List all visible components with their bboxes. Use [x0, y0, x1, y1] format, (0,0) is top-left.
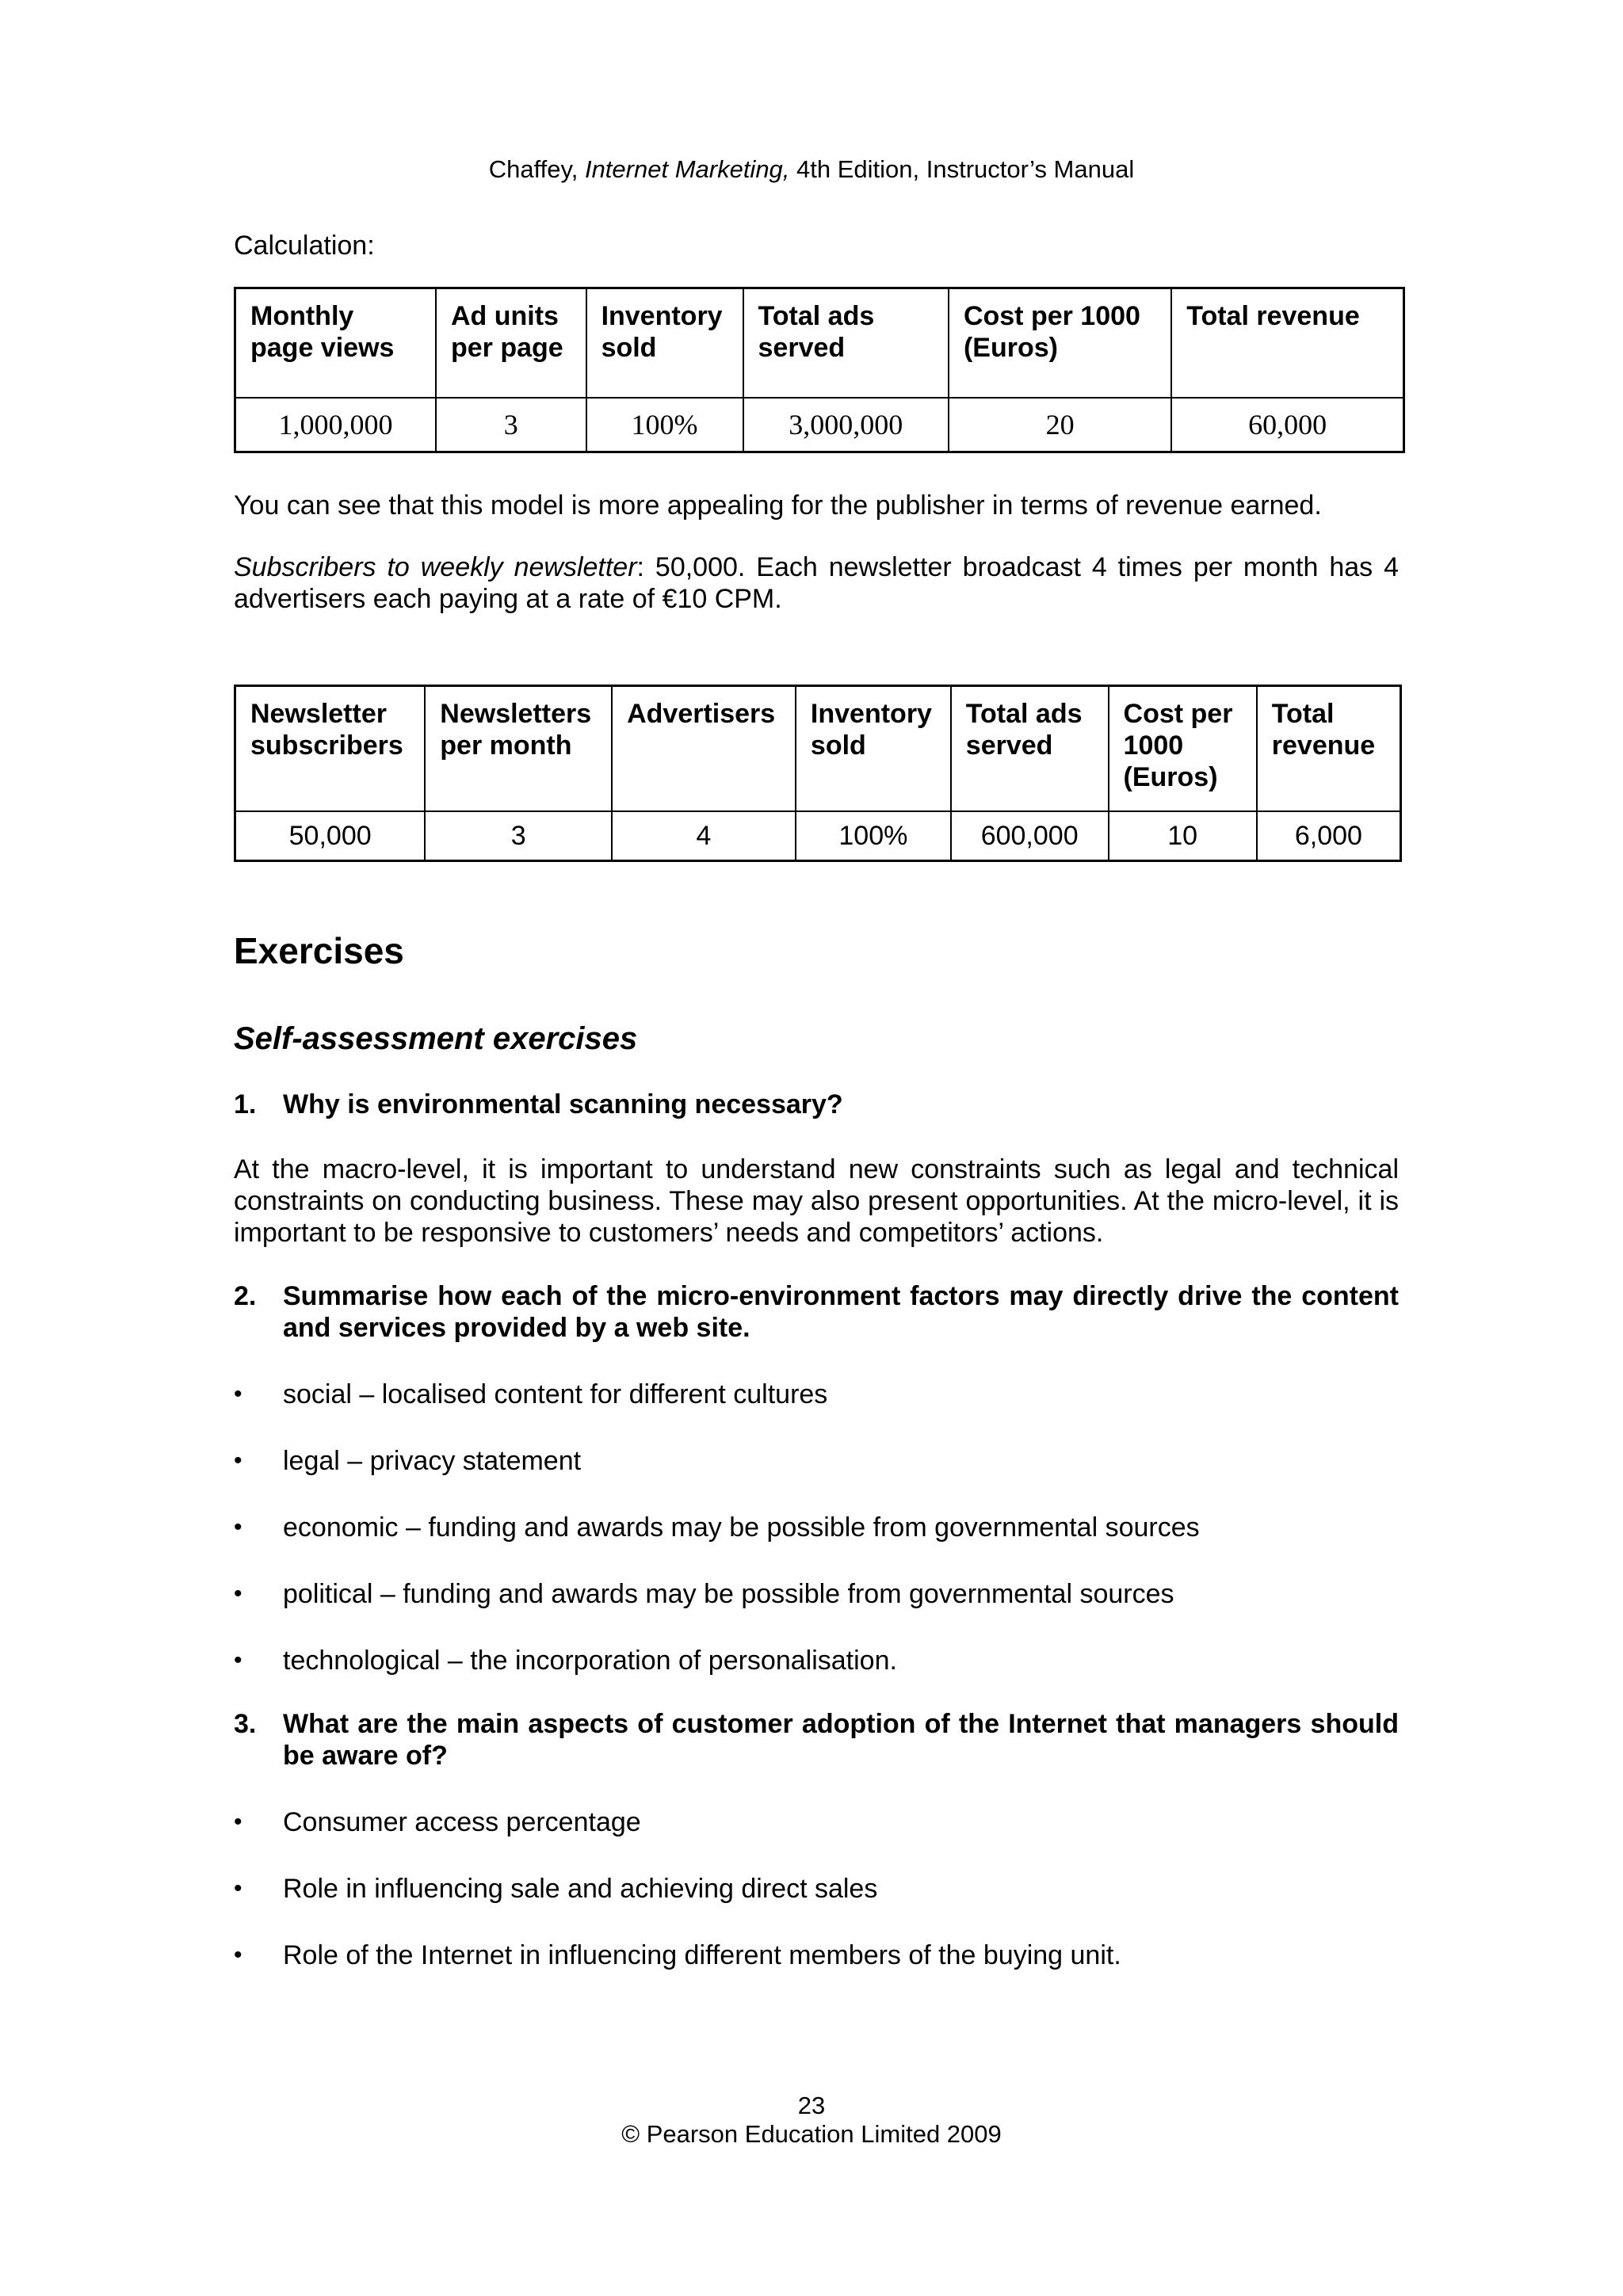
- bullet-icon: •: [234, 1447, 242, 1474]
- list-item: [234, 1806, 1399, 1838]
- column-header: Advertisers: [612, 686, 796, 812]
- list-item-text: Role in influencing sale and achieving direct sales: [283, 1874, 878, 1904]
- table-cell: 60,000: [1171, 398, 1403, 452]
- bullet-icon: •: [234, 1942, 242, 1968]
- bullet-icon: •: [234, 1514, 242, 1540]
- column-header: Total ads served: [951, 686, 1109, 812]
- table-cell: 3: [425, 811, 612, 861]
- display-ad-revenue-table: [234, 287, 1405, 453]
- bullet-icon: •: [234, 1809, 242, 1835]
- question-3: [234, 1708, 1399, 1772]
- table-cell: 100%: [586, 398, 743, 452]
- question-text: What are the main aspects of customer adoption of the Internet that managers should be aware of?: [283, 1709, 1399, 1771]
- table-cell: 3,000,000: [743, 398, 949, 452]
- column-header: Total ads served: [743, 288, 949, 399]
- self-assessment-heading: Self-assessment exercises: [234, 1021, 638, 1056]
- bullet-list: [234, 1379, 1399, 1676]
- table-header-row: [235, 686, 1401, 812]
- header-author: Chaffey,: [488, 155, 585, 183]
- table-cell: 3: [436, 398, 586, 452]
- question-text: Why is environmental scanning necessary?: [283, 1089, 843, 1119]
- bullet-icon: •: [234, 1875, 242, 1901]
- header-book-title: Internet Marketing,: [584, 155, 790, 183]
- appeal-paragraph: You can see that this model is more appealing for the publisher in terms of revenue earned.: [234, 490, 1322, 521]
- list-item: [234, 1379, 1399, 1410]
- column-header: Cost per 1000 (Euros): [949, 288, 1171, 399]
- question-2: [234, 1280, 1399, 1344]
- bullet-icon: •: [234, 1381, 242, 1407]
- calculation-label: Calculation:: [234, 231, 375, 261]
- header-edition: 4th Edition, Instructor’s Manual: [789, 155, 1135, 183]
- question-number: 3.: [234, 1709, 257, 1739]
- table-header-row: [235, 288, 1404, 399]
- newsletter-revenue-table: [234, 685, 1402, 862]
- list-item: [234, 1445, 1399, 1477]
- column-header: Newsletter subscribers: [235, 686, 426, 812]
- bullet-list: [234, 1806, 1399, 1971]
- list-item-text: Role of the Internet in influencing different members of the buying unit.: [283, 1940, 1121, 1970]
- answer-paragraph: At the macro-level, it is important to understand new constraints such as legal and technical constraints on conducting business. These may also present opportunities. At the micro-level, it is important to be responsive to customers’ needs and competitors’ actions.: [234, 1154, 1399, 1248]
- bullet-icon: •: [234, 1647, 242, 1673]
- list-item: [234, 1645, 1399, 1676]
- table-cell: 1,000,000: [235, 398, 436, 452]
- table-cell: 4: [612, 811, 796, 861]
- list-item: [234, 1512, 1399, 1543]
- column-header: Newsletters per month: [425, 686, 612, 812]
- table-cell: 10: [1109, 811, 1257, 861]
- newsletter-text: : 50,000. Each newsletter broadcast 4 times per month has 4 advertisers each paying at a rate of €10 CPM.: [234, 552, 1400, 614]
- list-item-text: technological – the incorporation of personalisation.: [283, 1646, 897, 1676]
- table-cell: 600,000: [951, 811, 1109, 861]
- list-item-text: Consumer access percentage: [283, 1807, 641, 1837]
- page-number: 23: [797, 2092, 826, 2119]
- column-header: Monthly page views: [235, 288, 436, 399]
- table-cell: 6,000: [1257, 811, 1401, 861]
- column-header: Inventory sold: [586, 288, 743, 399]
- question-number: 1.: [234, 1089, 257, 1119]
- running-header: [0, 155, 1623, 184]
- list-item-text: social – localised content for different cultures: [283, 1379, 828, 1409]
- question-text: Summarise how each of the micro-environment factors may directly drive the content and services provided by a web site.: [283, 1281, 1399, 1343]
- newsletter-paragraph: [234, 551, 1399, 615]
- column-header: Cost per 1000 (Euros): [1109, 686, 1257, 812]
- table-row: [235, 398, 1404, 452]
- page-content: [234, 230, 1399, 1971]
- copyright: © Pearson Education Limited 2009: [621, 2120, 1002, 2148]
- list-item-text: political – funding and awards may be possible from governmental sources: [283, 1579, 1174, 1609]
- bullet-icon: •: [234, 1581, 242, 1607]
- column-header: Ad units per page: [436, 288, 586, 399]
- table-row: [235, 811, 1401, 861]
- table-cell: 50,000: [235, 811, 426, 861]
- column-header: Total revenue: [1171, 288, 1403, 399]
- list-item: [234, 1873, 1399, 1905]
- table-cell: 100%: [796, 811, 951, 861]
- page-footer: [0, 2092, 1623, 2149]
- newsletter-label: Subscribers to weekly newsletter: [234, 552, 637, 582]
- list-item-text: economic – funding and awards may be possible from governmental sources: [283, 1512, 1200, 1543]
- question-1: [234, 1089, 1399, 1120]
- column-header: Inventory sold: [796, 686, 951, 812]
- list-item: [234, 1939, 1399, 1971]
- list-item-text: legal – privacy statement: [283, 1446, 582, 1476]
- list-item: [234, 1578, 1399, 1610]
- table-cell: 20: [949, 398, 1171, 452]
- question-number: 2.: [234, 1281, 257, 1311]
- exercises-heading: Exercises: [234, 930, 404, 971]
- column-header: Total revenue: [1257, 686, 1401, 812]
